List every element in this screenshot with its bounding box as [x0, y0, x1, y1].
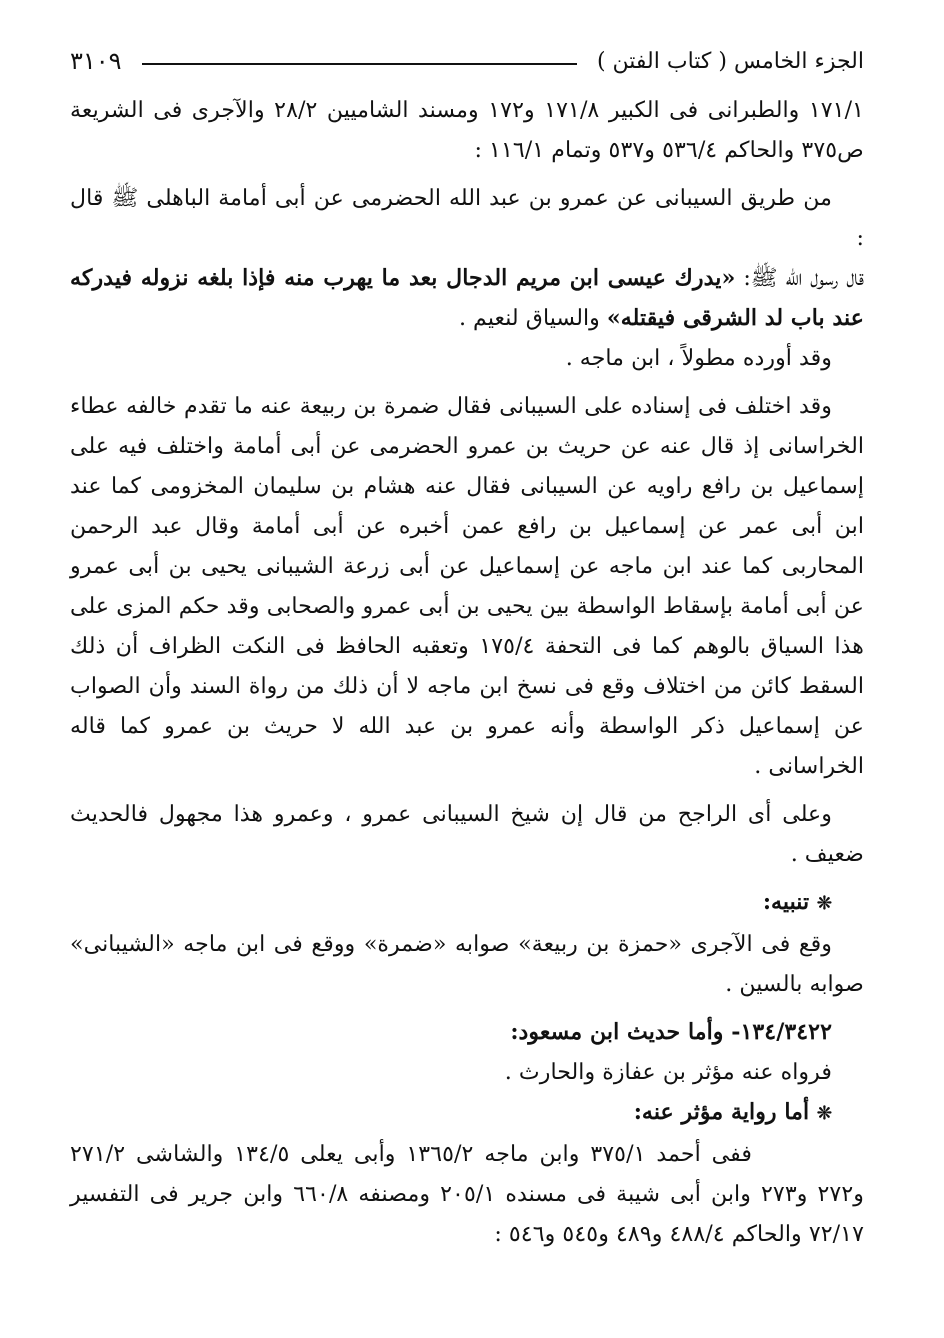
hadith-source: والسياق لنعيم . [458, 305, 607, 331]
discussion-paragraph: وقد اختلف فى إسناده على السيبانى فقال ضمرة بن ربيعة عنه ما تقدم خالفه عطاء الخراسانى إذ قال عنه عن حريث بن عمرو الحضرمى عن أبى أمامة واختلف فيه على إسماعيل بن رافع راويه عن السيبانى فقال عنه هشام بن سليمان المخزومى كما عند ابن أبى عمر عن إسماعيل بن رافع عمن أخبره عن أبى أمامة وقال عبد الرحمن المحاربى كما عند ابن ماجه عن إسماعيل عن أبى زرعة الشيبانى يحيى بن أبى عمرو عن أبى أمامة بإسقاط الواسطة بين يحيى بن أبى عمرو والصحابى وقد حكم المزى على هذا السياق بالوهم كما فى التحفة ١٧٥/٤ وتعقبه الحافظ فى النكت الظراف أن ذلك السقط كائن من اختلاف وقع فى نسخ ابن ماجه لا أن ذلك من رواة السند وأن الصواب عن إسماعيل ذكر الواسطة وأنه عمرو بن عبد الله لا حريث بن عمرو كما قاله الخراسانى . [70, 393, 864, 779]
sources-paragraph: ففى أحمد ٣٧٥/١ وابن ماجه ١٣٦٥/٢ وأبى يعلى ١٣٤/٥ والشاشى ٢٧١/٢ و٢٧٢ و٢٧٣ وابن أبى شيبة فى مسنده ٢٠٥/١ ومصنفه ٦٦٠/٨ وابن جرير فى التفسير ٧٢/١٧ والحاكم ٤٨٨/٤ و٤٨٩ و٥٤٥ و٥٤٦ : [70, 1141, 864, 1247]
hadith-text: «يدرك عيسى ابن مريم الدجال بعد ما يهرب منه فإذا بلغه نزوله فيدركه عند باب لد الشرقى فيقتله» [70, 265, 864, 331]
verdict-paragraph: وعلى أى الراجح من قال إن شيخ السيبانى عمرو ، وعمرو هذا مجهول فالحديث ضعيف . [70, 801, 864, 867]
isnad-paragraph: من طريق السيبانى عن عمرو بن عبد الله الحضرمى عن أبى أمامة الباهلى ﷺ قال : [70, 185, 864, 251]
star-icon: ❊ [816, 893, 832, 914]
sub-heading-title: أما رواية مؤثر عنه: [633, 1099, 810, 1125]
note-heading [70, 882, 864, 924]
star-icon: ❊ [816, 1103, 832, 1124]
citation-paragraph: ١٧١/١ والطبرانى فى الكبير ١٧١/٨ و١٧٢ ومسند الشاميين ٢٨/٢ والآجرى فى الشريعة ص٣٧٥ والحاكم ٥٣٦/٤ و٥٣٧ وتمام ١١٦/١ : [70, 97, 864, 163]
note-paragraph: وقع فى الآجرى «حمزة بن ربيعة» صوابه «ضمرة» ووقع فى ابن ماجه «الشيبانى» صوابه بالسين . [70, 931, 864, 997]
page-body [70, 90, 864, 1254]
sub-heading [70, 1092, 864, 1134]
section-intro: فرواه عنه مؤثر بن عفازة والحارث . [504, 1059, 832, 1085]
note-title: تنبيه: [762, 889, 810, 915]
narration-note: وقد أورده مطولاً ، ابن ماجه . [565, 345, 832, 371]
section-heading: ١٣٤/٣٤٢٢- وأما حديث ابن مسعود: [510, 1019, 832, 1045]
page-number: ٣١٠٩ [70, 47, 122, 75]
hadith-paragraph [70, 258, 864, 338]
hadith-intro: قال رسول الله ﷺ: [735, 265, 864, 291]
running-title: الجزء الخامس ( كتاب الفتن ) [596, 48, 864, 74]
page-header [70, 38, 864, 84]
header-rule [142, 63, 577, 65]
